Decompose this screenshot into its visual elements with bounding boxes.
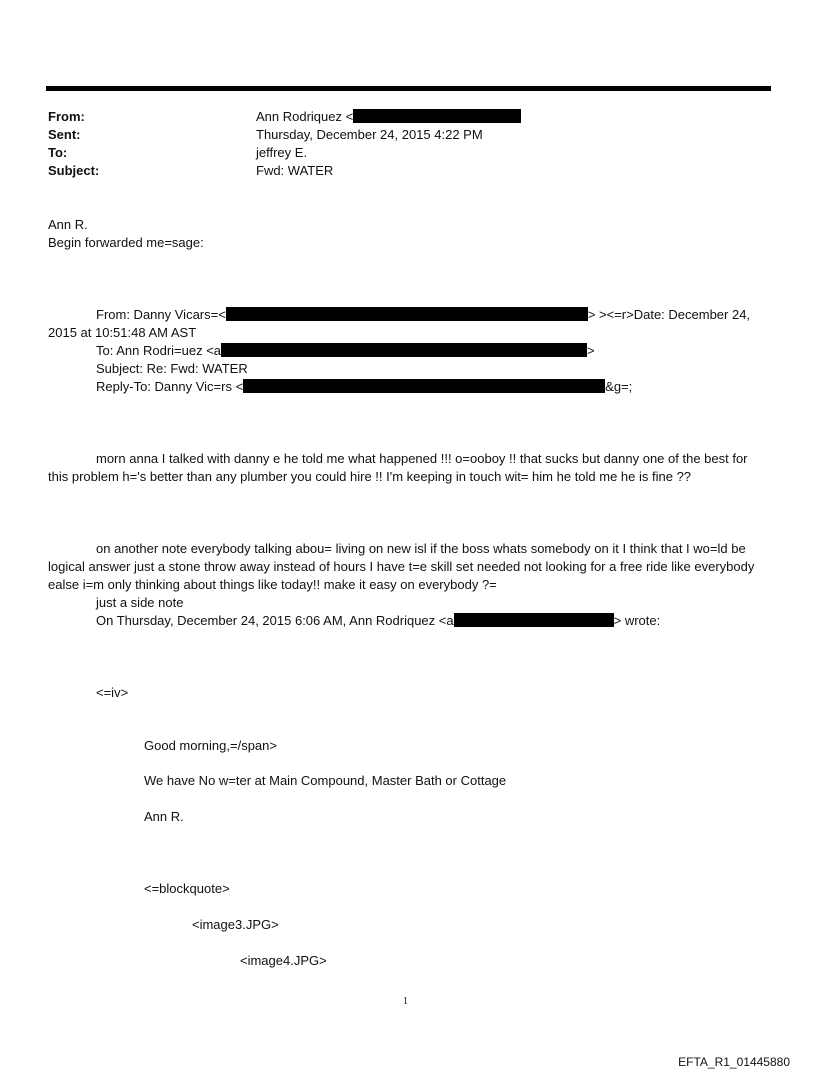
to-label: To: <box>48 145 68 160</box>
redaction-bar <box>454 613 614 627</box>
message-paragraph-2: on another note everybody talking abou= living on new isl if the boss whats somebody on it I think that I wo=ld be logical answer just a stone throw away instead of hours I have t=e skill set needed not looking for a free ride like everybody ealse i=m only thinking about things like today!! make it easy on everybody ?= <box>48 541 755 592</box>
attachment-image4: <image4.JPG> <box>240 953 327 968</box>
forwarded-to-line: To: Ann Rodri=uez <a > <box>96 343 595 358</box>
from-label: From: <box>48 109 85 124</box>
div-tag: <=iv> <box>96 685 129 700</box>
redaction-bar <box>243 379 605 393</box>
signature: Ann R. <box>48 217 88 232</box>
bates-number: EFTA_R1_01445880 <box>678 1055 790 1069</box>
subject-label: Subject: <box>48 163 100 178</box>
good-morning-line: Good morning,=/span> <box>144 738 277 753</box>
side-note: just a side note <box>96 595 184 610</box>
begin-forwarded: Begin forwarded me=sage: <box>48 235 204 250</box>
forwarded-date-cont: 2015 at 10:51:48 AM AST <box>48 325 197 340</box>
attachment-image3: <image3.JPG> <box>192 917 279 932</box>
quoted-signature: Ann R. <box>144 809 184 824</box>
sent-label: Sent: <box>48 127 81 142</box>
forwarded-from-line: From: Danny Vicars=< > ><=r>Date: December 24, <box>96 307 751 322</box>
from-value: Ann Rodriquez < <box>256 108 521 126</box>
no-water-line: We have No w=ter at Main Compound, Master Bath or Cottage <box>144 773 507 788</box>
blockquote-tag: <=blockquote> <box>144 881 230 896</box>
message-paragraph-1: morn anna I talked with danny e he told me what happened !!! o=ooboy !! that sucks but danny one of the best for this problem h='s better than any plumber you could hire !! I'm keeping in touch wit= him he told me he is fine ?? <box>48 451 748 484</box>
to-value: jeffrey E. <box>256 145 308 160</box>
redaction-bar <box>353 109 521 123</box>
forwarded-subject-line: Subject: Re: Fwd: WATER <box>96 361 248 376</box>
redaction-bar <box>226 307 588 321</box>
redaction-bar <box>221 343 587 357</box>
forwarded-reply-to-line: Reply-To: Danny Vic=rs < &g=; <box>96 379 633 394</box>
page-number: 1 <box>403 996 408 1007</box>
sent-value: Thursday, December 24, 2015 4:22 PM <box>256 127 483 142</box>
header-rule <box>46 86 771 91</box>
subject-value: Fwd: WATER <box>256 163 334 178</box>
quoted-header-line: On Thursday, December 24, 2015 6:06 AM, Ann Rodriquez <a > wrote: <box>96 613 661 628</box>
